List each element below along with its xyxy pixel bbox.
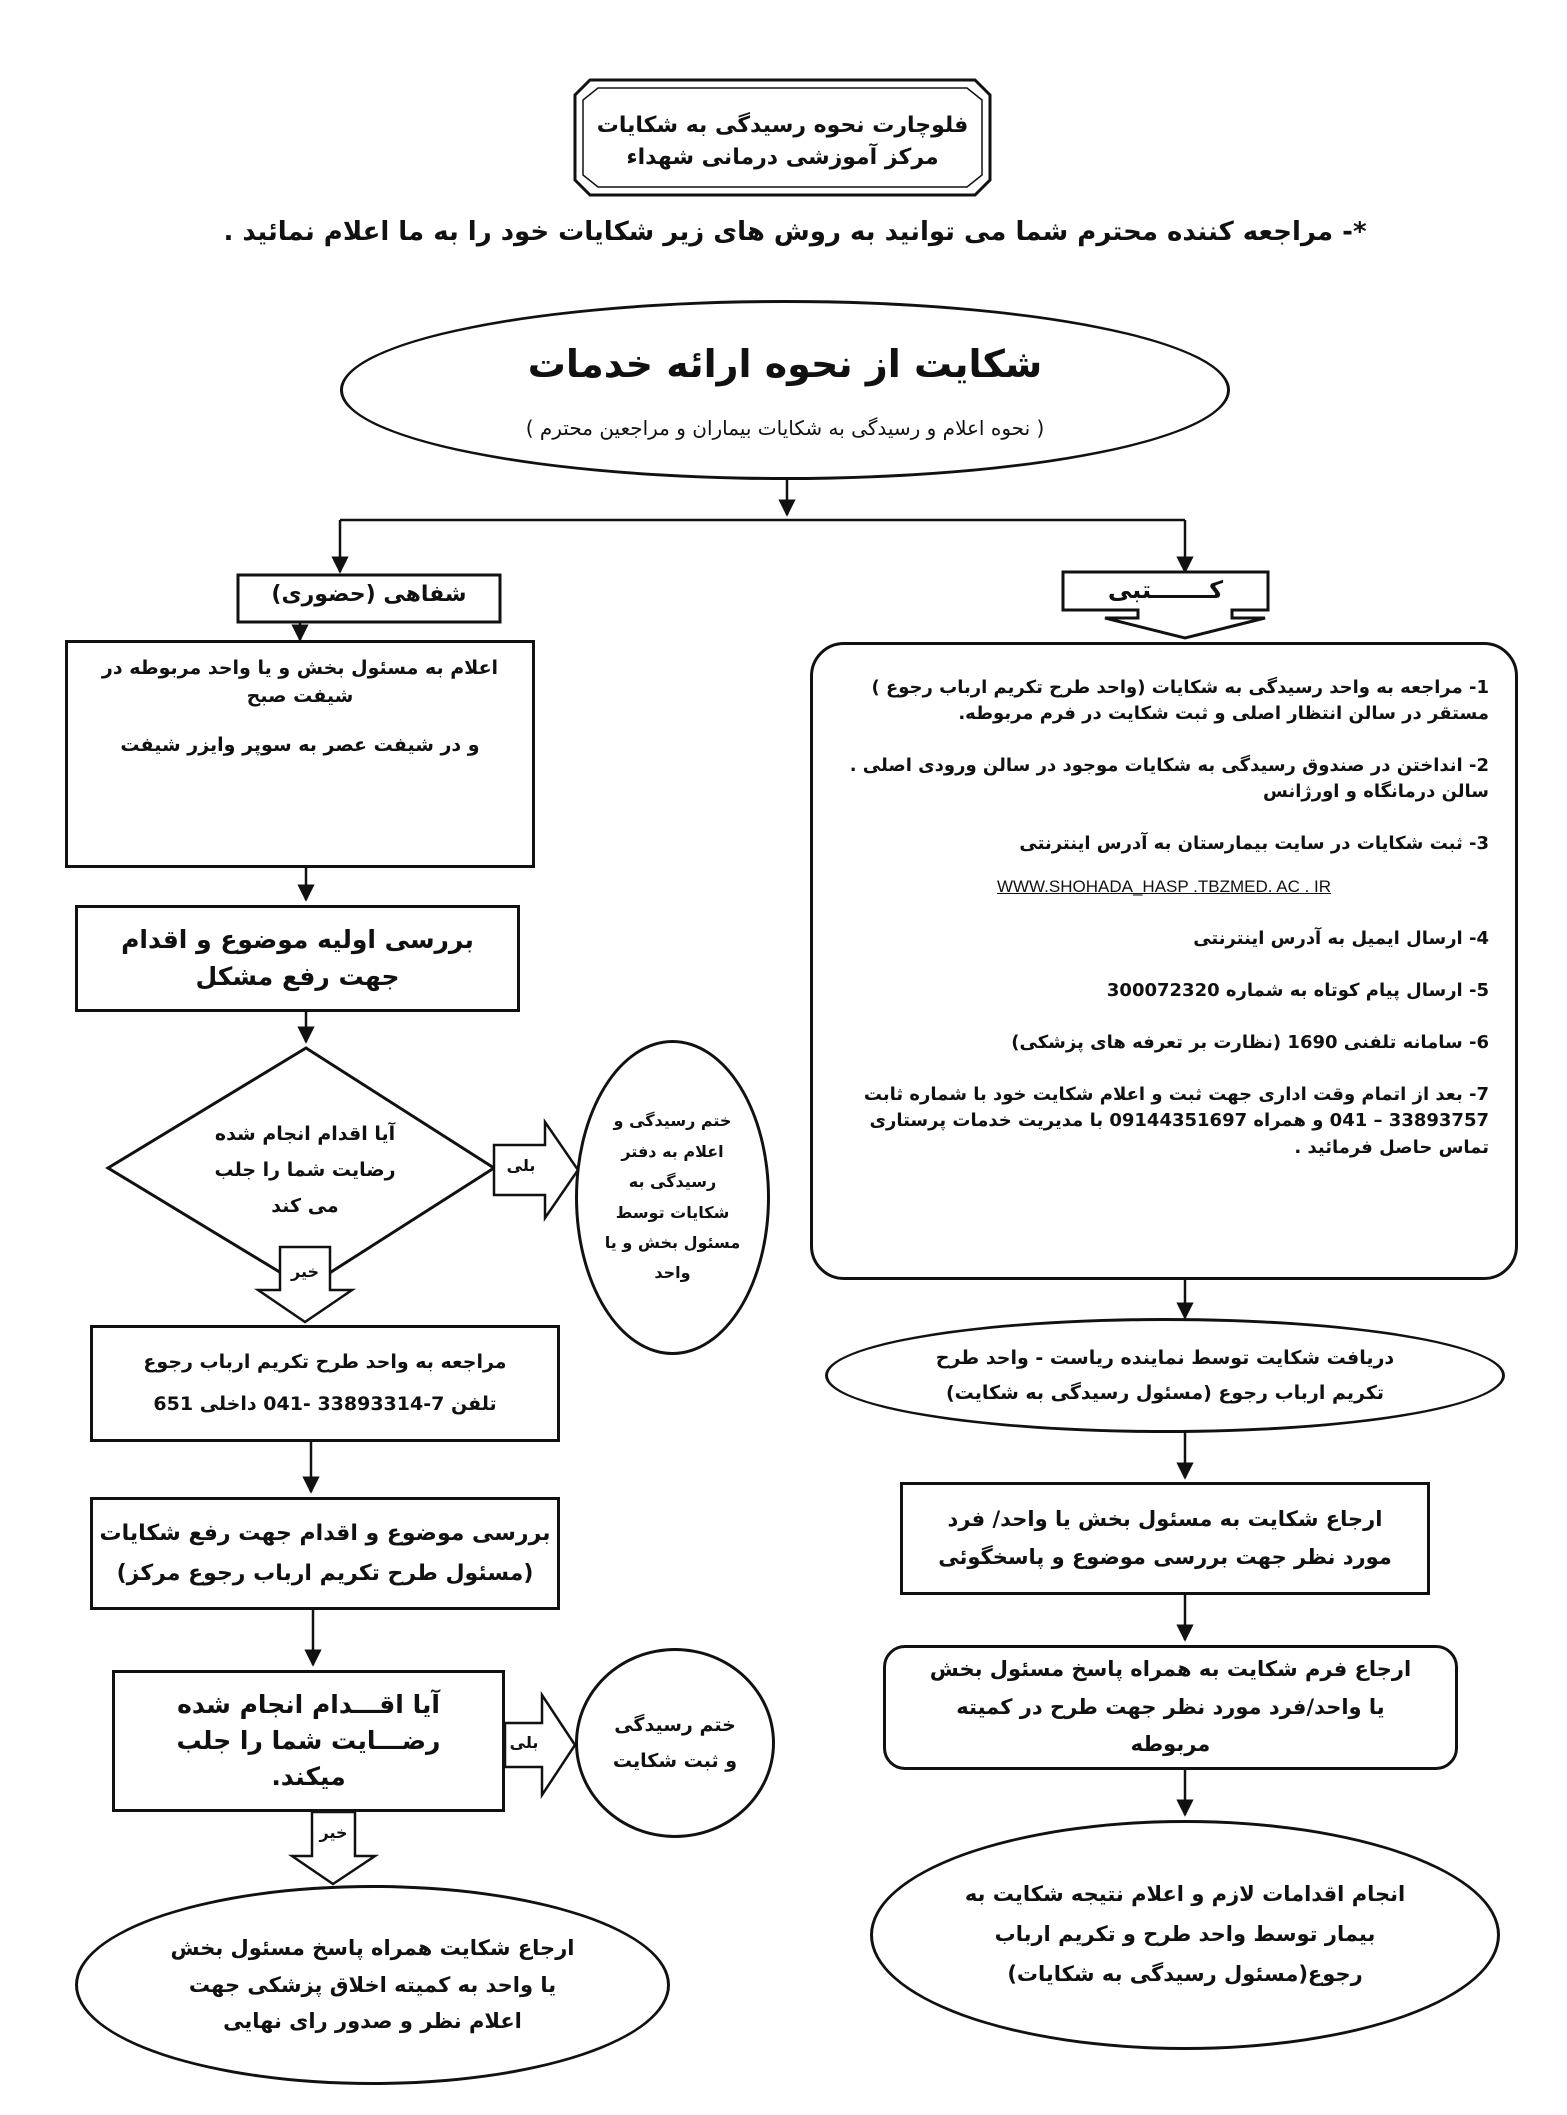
method-item: 3- ثبت شکایات در سایت بیمارستان به آدرس اینترنتی <box>1019 833 1489 855</box>
initial-review-box <box>75 905 520 1012</box>
complaint-title: شکایت از نحوه ارائه خدمات <box>527 341 1043 386</box>
end-review-text-2: ختم رسیدگی و ثبت شکایت <box>612 1713 738 1772</box>
final-result-text: انجام اقدامات لازم و اعلام نتیجه شکایت به بیمار توسط واحد طرح و تکریم ارباب رجوع(مسئول رسیدگی به شکایات) <box>964 1882 1406 1986</box>
no-label-1: خیر <box>290 1262 319 1281</box>
representative-oval <box>825 1318 1505 1433</box>
client-unit-box <box>90 1325 560 1442</box>
yes-label-2: بلی <box>509 1733 539 1752</box>
representative-text: دریافت شکایت توسط نماینده ریاست - واحد طرح تکریم ارباب رجوع (مسئول رسیدگی به شکایت) <box>935 1347 1395 1404</box>
method-item: 4- ارسال ایمیل به آدرس اینترنتی <box>1193 928 1489 950</box>
method-item: 5- ارسال پیام کوتاه به شماره 300072320 <box>1106 980 1489 1002</box>
end-review-text-1: ختم رسیدگی و اعلام به دفتر رسیدگی به شکایات توسط مسئول بخش و یا واحد <box>604 1111 741 1283</box>
method-item: 6- سامانه تلفنی 1690 (نظارت بر تعرفه های پزشکی) <box>1011 1032 1489 1054</box>
ethics-committee-oval <box>75 1885 670 2085</box>
header-notice: *- مراجعه کننده محترم شما می توانید به روش های زیر شکایات خود را به ما اعلام نمائید . <box>223 217 1367 248</box>
header-title <box>585 98 980 186</box>
refer-to-unit-text: ارجاع شکایت به مسئول بخش یا واحد/ فرد مورد نظر جهت بررسی موضوع و پاسخگوئی <box>938 1506 1392 1569</box>
report-line1: اعلام به مسئول بخش و یا واحد مربوطه در شیفت صبح <box>101 657 499 707</box>
final-result-oval <box>870 1820 1500 2050</box>
header-title-line1: فلوچارت نحوه رسیدگی به شکایات <box>596 113 969 139</box>
decision-1-text: آیا اقدام انجام شده رضایت شما را جلب می کند <box>214 1122 396 1218</box>
end-review-oval-1 <box>575 1040 770 1355</box>
end-review-oval-2 <box>575 1648 775 1838</box>
review-action-box <box>90 1497 560 1610</box>
written-methods-box <box>810 642 1518 1280</box>
client-unit-line2: تلفن 7-33893314 -041 داخلی 651 <box>153 1392 497 1415</box>
method-item: 1- مراجعه به واحد رسیدگی به شکایات (واحد طرح تکریم ارباب رجوع ) مستقر در سالن انتظار اصلی و ثبت شکایت در فرم مربوطه. <box>871 677 1489 725</box>
ethics-committee-text: ارجاع شکایت همراه پاسخ مسئول بخش یا واحد به کمیته اخلاق پزشکی جهت اعلام نظر و صدور رای نهایی <box>170 1935 575 2034</box>
website-url[interactable]: WWW.SHOHADA_HASP .TBZMED. AC . IR <box>996 877 1332 897</box>
committee-referral-box <box>883 1645 1458 1770</box>
complaint-subtitle: ( نحوه اعلام و رسیدگی به شکایات بیماران و مراجعین محترم ) <box>525 416 1045 441</box>
committee-referral-text: ارجاع فرم شکایت به همراه پاسخ مسئول بخش یا واحد/فرد مورد نظر جهت طرح در کمیته مربوطه <box>929 1656 1412 1757</box>
complaint-oval <box>340 300 1230 480</box>
method-item: 7- بعد از اتمام وقت اداری جهت ثبت و اعلام شکایت خود با شماره ثابت 33893757 – 041 و همراه 09144351697 با مدیریت خدمات پرستاری تماس حاصل فرمائید . <box>863 1084 1489 1158</box>
method-item: 2- انداختن در صندوق رسیدگی به شکایات موجود در سالن ورودی اصلی . سالن درمانگاه و اورژانس <box>849 755 1489 803</box>
initial-review-text: بررسی اولیه موضوع و اقدام جهت رفع مشکل <box>121 925 474 991</box>
client-unit-line1: مراجعه به واحد طرح تکریم ارباب رجوع <box>143 1350 507 1373</box>
yes-label-1: بلی <box>506 1156 536 1175</box>
header-title-line2: مرکز آموزشی درمانی شهداء <box>626 145 939 170</box>
report-to-supervisor-box <box>65 640 535 868</box>
refer-to-unit-box <box>900 1482 1430 1595</box>
decision-2-box <box>112 1670 505 1812</box>
review-action-line2: (مسئول طرح تکریم ارباب رجوع مرکز) <box>116 1560 534 1586</box>
verbal-label: شفاهی (حضوری) <box>271 582 467 607</box>
decision-2-text: آیا اقـــدام انجام شده رضـــایت شما را جلب میکند. <box>176 1689 441 1792</box>
no-label-2: خیر <box>319 1823 348 1842</box>
written-label: کـــــــتبی <box>1107 576 1224 604</box>
review-action-line1: بررسی موضوع و اقدام جهت رفع شکایات <box>99 1520 551 1546</box>
report-line2: و در شیفت عصر به سوپر وایزر شیفت <box>120 734 480 757</box>
